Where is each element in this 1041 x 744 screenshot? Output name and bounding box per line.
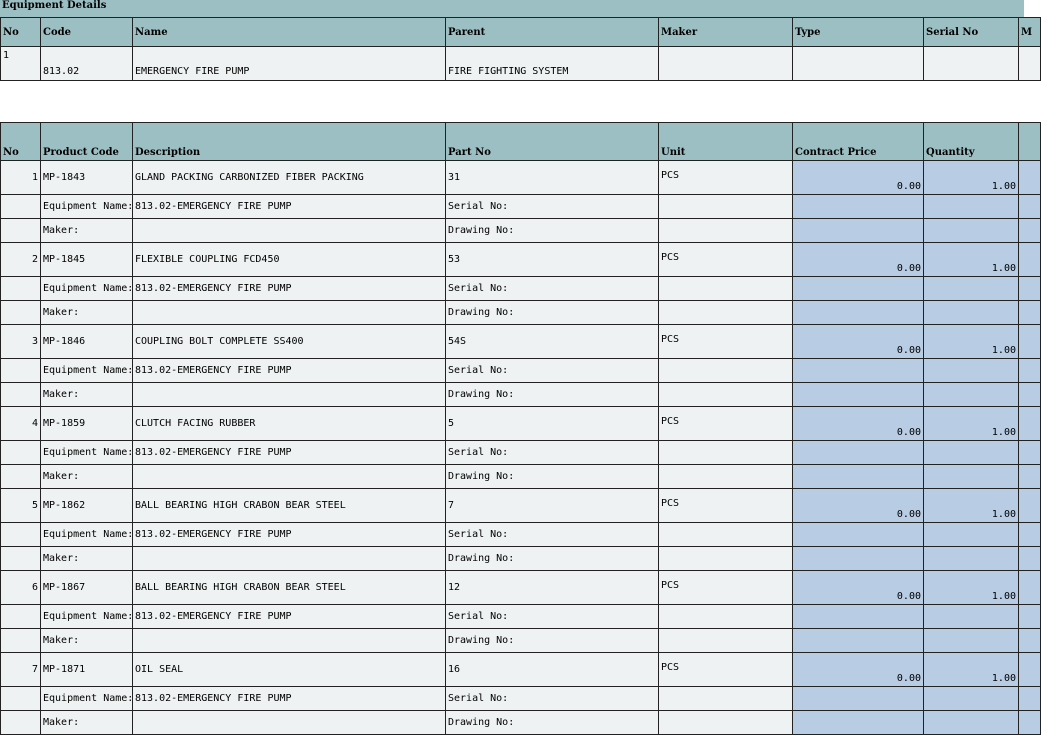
col-header-unit: Unit bbox=[659, 123, 793, 161]
col-header-description: Description bbox=[133, 123, 446, 161]
maker-value bbox=[133, 629, 446, 653]
maker-label: Maker: bbox=[41, 383, 133, 407]
unit: PCS bbox=[659, 243, 793, 277]
extra-cell[interactable] bbox=[1019, 325, 1041, 359]
equipment-maker bbox=[659, 47, 793, 81]
serial-no-label: Serial No: bbox=[446, 195, 659, 219]
maker-label: Maker: bbox=[41, 465, 133, 489]
equipment-code: 813.02 bbox=[41, 47, 133, 81]
equipment-name-label: Equipment Name: bbox=[41, 359, 133, 383]
col-header-no: No bbox=[1, 18, 41, 47]
drawing-no-label: Drawing No: bbox=[446, 219, 659, 243]
maker-value bbox=[133, 301, 446, 325]
empty-cell bbox=[1, 359, 41, 383]
contract-price-cell[interactable]: 0.00 bbox=[793, 407, 924, 441]
extra-cell[interactable] bbox=[1019, 571, 1041, 605]
extra-sub-cell bbox=[1019, 711, 1041, 735]
maker-value bbox=[133, 465, 446, 489]
extra-cell[interactable] bbox=[1019, 653, 1041, 687]
drawing-no-label: Drawing No: bbox=[446, 383, 659, 407]
quantity-sub-cell bbox=[924, 359, 1019, 383]
extra-sub-cell bbox=[1019, 629, 1041, 653]
part-no: 12 bbox=[446, 571, 659, 605]
unit: PCS bbox=[659, 407, 793, 441]
contract-price-cell[interactable]: 0.00 bbox=[793, 325, 924, 359]
quantity-sub-cell bbox=[924, 711, 1019, 735]
col-header-maker: Maker bbox=[659, 18, 793, 47]
drawing-no-label: Drawing No: bbox=[446, 301, 659, 325]
table-row bbox=[1, 277, 1041, 301]
empty-cell bbox=[1, 219, 41, 243]
price-sub-cell bbox=[793, 465, 924, 489]
equipment-name-value: 813.02-EMERGENCY FIRE PUMP bbox=[133, 605, 446, 629]
drawing-no-label: Drawing No: bbox=[446, 711, 659, 735]
empty-cell bbox=[1, 441, 41, 465]
table-row[interactable] bbox=[1, 489, 1041, 523]
equipment-header-row bbox=[1, 18, 1041, 47]
table-row bbox=[1, 465, 1041, 489]
empty-cell bbox=[1, 711, 41, 735]
price-sub-cell bbox=[793, 687, 924, 711]
quantity-sub-cell bbox=[924, 301, 1019, 325]
quantity-cell[interactable]: 1.00 bbox=[924, 325, 1019, 359]
empty-cell bbox=[659, 219, 793, 243]
maker-label: Maker: bbox=[41, 301, 133, 325]
serial-no-label: Serial No: bbox=[446, 277, 659, 301]
quantity-sub-cell bbox=[924, 687, 1019, 711]
col-header-no: No bbox=[1, 123, 41, 161]
parts-table bbox=[0, 122, 1041, 735]
quantity-sub-cell bbox=[924, 547, 1019, 571]
equipment-parent: FIRE FIGHTING SYSTEM bbox=[446, 47, 659, 81]
maker-label: Maker: bbox=[41, 547, 133, 571]
col-header-quantity: Quantity bbox=[924, 123, 1019, 161]
empty-cell bbox=[659, 195, 793, 219]
quantity-cell[interactable]: 1.00 bbox=[924, 571, 1019, 605]
maker-value bbox=[133, 383, 446, 407]
empty-cell bbox=[1, 383, 41, 407]
extra-sub-cell bbox=[1019, 441, 1041, 465]
serial-no-label: Serial No: bbox=[446, 523, 659, 547]
description: FLEXIBLE COUPLING FCD450 bbox=[133, 243, 446, 277]
extra-sub-cell bbox=[1019, 195, 1041, 219]
empty-cell bbox=[1, 629, 41, 653]
item-no: 3 bbox=[1, 325, 41, 359]
quantity-sub-cell bbox=[924, 219, 1019, 243]
unit: PCS bbox=[659, 325, 793, 359]
product-code: MP-1845 bbox=[41, 243, 133, 277]
part-no: 53 bbox=[446, 243, 659, 277]
drawing-no-label: Drawing No: bbox=[446, 629, 659, 653]
empty-cell bbox=[659, 547, 793, 571]
serial-no-label: Serial No: bbox=[446, 605, 659, 629]
extra-sub-cell bbox=[1019, 465, 1041, 489]
col-header-contract-price: Contract Price bbox=[793, 123, 924, 161]
extra-sub-cell bbox=[1019, 523, 1041, 547]
maker-label: Maker: bbox=[41, 219, 133, 243]
empty-cell bbox=[659, 383, 793, 407]
price-sub-cell bbox=[793, 441, 924, 465]
extra-sub-cell bbox=[1019, 301, 1041, 325]
product-code: MP-1867 bbox=[41, 571, 133, 605]
extra-cell[interactable] bbox=[1019, 489, 1041, 523]
equipment-m bbox=[1019, 47, 1041, 81]
serial-no-label: Serial No: bbox=[446, 359, 659, 383]
empty-cell bbox=[659, 711, 793, 735]
product-code: MP-1871 bbox=[41, 653, 133, 687]
empty-cell bbox=[659, 523, 793, 547]
part-no: 7 bbox=[446, 489, 659, 523]
empty-cell bbox=[1, 547, 41, 571]
equipment-name-value: 813.02-EMERGENCY FIRE PUMP bbox=[133, 195, 446, 219]
equipment-name-value: 813.02-EMERGENCY FIRE PUMP bbox=[133, 523, 446, 547]
equipment-name-label: Equipment Name: bbox=[41, 277, 133, 301]
quantity-sub-cell bbox=[924, 277, 1019, 301]
empty-cell bbox=[1, 523, 41, 547]
col-header-parent: Parent bbox=[446, 18, 659, 47]
equipment-name-value: 813.02-EMERGENCY FIRE PUMP bbox=[133, 359, 446, 383]
contract-price-cell[interactable]: 0.00 bbox=[793, 653, 924, 687]
description: BALL BEARING HIGH CRABON BEAR STEEL bbox=[133, 571, 446, 605]
drawing-no-label: Drawing No: bbox=[446, 465, 659, 489]
table-row bbox=[1, 301, 1041, 325]
empty-cell bbox=[659, 359, 793, 383]
extra-cell[interactable] bbox=[1019, 407, 1041, 441]
quantity-cell[interactable]: 1.00 bbox=[924, 243, 1019, 277]
equipment-name-label: Equipment Name: bbox=[41, 441, 133, 465]
item-no: 7 bbox=[1, 653, 41, 687]
quantity-sub-cell bbox=[924, 383, 1019, 407]
empty-cell bbox=[1, 465, 41, 489]
maker-value bbox=[133, 547, 446, 571]
table-row[interactable] bbox=[1, 325, 1041, 359]
table-row bbox=[1, 687, 1041, 711]
col-header-product-code: Product Code bbox=[41, 123, 133, 161]
extra-sub-cell bbox=[1019, 219, 1041, 243]
col-header-name: Name bbox=[133, 18, 446, 47]
unit: PCS bbox=[659, 653, 793, 687]
price-sub-cell bbox=[793, 547, 924, 571]
equipment-table bbox=[0, 17, 1041, 81]
unit: PCS bbox=[659, 571, 793, 605]
empty-cell bbox=[1, 605, 41, 629]
equipment-type bbox=[793, 47, 924, 81]
price-sub-cell bbox=[793, 359, 924, 383]
product-code: MP-1843 bbox=[41, 161, 133, 195]
equipment-name-label: Equipment Name: bbox=[41, 687, 133, 711]
contract-price-cell[interactable]: 0.00 bbox=[793, 489, 924, 523]
part-no: 54S bbox=[446, 325, 659, 359]
quantity-sub-cell bbox=[924, 195, 1019, 219]
price-sub-cell bbox=[793, 219, 924, 243]
table-row[interactable] bbox=[1, 571, 1041, 605]
equipment-name-label: Equipment Name: bbox=[41, 523, 133, 547]
drawing-no-label: Drawing No: bbox=[446, 547, 659, 571]
empty-cell bbox=[1, 687, 41, 711]
equipment-name: EMERGENCY FIRE PUMP bbox=[133, 47, 446, 81]
empty-cell bbox=[1, 301, 41, 325]
col-header-serial-no: Serial No bbox=[924, 18, 1019, 47]
table-row bbox=[1, 195, 1041, 219]
part-no: 16 bbox=[446, 653, 659, 687]
quantity-sub-cell bbox=[924, 523, 1019, 547]
table-row bbox=[1, 441, 1041, 465]
empty-cell bbox=[659, 465, 793, 489]
empty-cell bbox=[659, 687, 793, 711]
serial-no-label: Serial No: bbox=[446, 441, 659, 465]
empty-cell bbox=[659, 301, 793, 325]
item-no: 2 bbox=[1, 243, 41, 277]
price-sub-cell bbox=[793, 711, 924, 735]
product-code: MP-1859 bbox=[41, 407, 133, 441]
quantity-cell[interactable]: 1.00 bbox=[924, 407, 1019, 441]
unit: PCS bbox=[659, 161, 793, 195]
part-no: 5 bbox=[446, 407, 659, 441]
product-code: MP-1862 bbox=[41, 489, 133, 523]
quantity-cell[interactable]: 1.00 bbox=[924, 653, 1019, 687]
part-no: 31 bbox=[446, 161, 659, 195]
col-header-type: Type bbox=[793, 18, 924, 47]
price-sub-cell bbox=[793, 523, 924, 547]
item-no: 5 bbox=[1, 489, 41, 523]
empty-cell bbox=[659, 277, 793, 301]
description: GLAND PACKING CARBONIZED FIBER PACKING bbox=[133, 161, 446, 195]
col-header-code: Code bbox=[41, 18, 133, 47]
table-row bbox=[1, 711, 1041, 735]
table-row bbox=[1, 547, 1041, 571]
table-row bbox=[1, 629, 1041, 653]
extra-sub-cell bbox=[1019, 359, 1041, 383]
contract-price-cell[interactable]: 0.00 bbox=[793, 161, 924, 195]
price-sub-cell bbox=[793, 195, 924, 219]
extra-sub-cell bbox=[1019, 687, 1041, 711]
quantity-sub-cell bbox=[924, 605, 1019, 629]
item-no: 4 bbox=[1, 407, 41, 441]
maker-value bbox=[133, 219, 446, 243]
maker-label: Maker: bbox=[41, 711, 133, 735]
product-code: MP-1846 bbox=[41, 325, 133, 359]
quantity-cell[interactable]: 1.00 bbox=[924, 161, 1019, 195]
col-header-part-no: Part No bbox=[446, 123, 659, 161]
quantity-sub-cell bbox=[924, 465, 1019, 489]
maker-value bbox=[133, 711, 446, 735]
equipment-no: 1 bbox=[1, 47, 41, 81]
table-row[interactable] bbox=[1, 47, 1041, 81]
contract-price-cell[interactable]: 0.00 bbox=[793, 243, 924, 277]
extra-sub-cell bbox=[1019, 605, 1041, 629]
table-row bbox=[1, 523, 1041, 547]
item-no: 1 bbox=[1, 161, 41, 195]
equipment-name-value: 813.02-EMERGENCY FIRE PUMP bbox=[133, 687, 446, 711]
col-header-extra bbox=[1019, 123, 1041, 161]
empty-cell bbox=[1, 195, 41, 219]
description: CLUTCH FACING RUBBER bbox=[133, 407, 446, 441]
table-row[interactable] bbox=[1, 161, 1041, 195]
extra-cell[interactable] bbox=[1019, 243, 1041, 277]
maker-label: Maker: bbox=[41, 629, 133, 653]
parts-header-row bbox=[1, 123, 1041, 161]
empty-cell bbox=[659, 605, 793, 629]
empty-cell bbox=[659, 629, 793, 653]
equipment-name-label: Equipment Name: bbox=[41, 195, 133, 219]
extra-cell[interactable] bbox=[1019, 161, 1041, 195]
section-title: Equipment Details bbox=[0, 0, 1024, 17]
table-row bbox=[1, 383, 1041, 407]
equipment-name-value: 813.02-EMERGENCY FIRE PUMP bbox=[133, 441, 446, 465]
description: BALL BEARING HIGH CRABON BEAR STEEL bbox=[133, 489, 446, 523]
equipment-serial bbox=[924, 47, 1019, 81]
description: COUPLING BOLT COMPLETE SS400 bbox=[133, 325, 446, 359]
table-row bbox=[1, 359, 1041, 383]
table-row[interactable] bbox=[1, 407, 1041, 441]
price-sub-cell bbox=[793, 629, 924, 653]
price-sub-cell bbox=[793, 301, 924, 325]
quantity-cell[interactable]: 1.00 bbox=[924, 489, 1019, 523]
price-sub-cell bbox=[793, 383, 924, 407]
unit: PCS bbox=[659, 489, 793, 523]
quantity-sub-cell bbox=[924, 441, 1019, 465]
table-row[interactable] bbox=[1, 243, 1041, 277]
quantity-sub-cell bbox=[924, 629, 1019, 653]
table-row[interactable] bbox=[1, 653, 1041, 687]
equipment-name-value: 813.02-EMERGENCY FIRE PUMP bbox=[133, 277, 446, 301]
extra-sub-cell bbox=[1019, 547, 1041, 571]
price-sub-cell bbox=[793, 277, 924, 301]
empty-cell bbox=[1, 277, 41, 301]
price-sub-cell bbox=[793, 605, 924, 629]
table-row bbox=[1, 219, 1041, 243]
item-no: 6 bbox=[1, 571, 41, 605]
col-header-m: M bbox=[1019, 18, 1041, 47]
description: OIL SEAL bbox=[133, 653, 446, 687]
table-row bbox=[1, 605, 1041, 629]
contract-price-cell[interactable]: 0.00 bbox=[793, 571, 924, 605]
empty-cell bbox=[659, 441, 793, 465]
equipment-name-label: Equipment Name: bbox=[41, 605, 133, 629]
extra-sub-cell bbox=[1019, 383, 1041, 407]
extra-sub-cell bbox=[1019, 277, 1041, 301]
serial-no-label: Serial No: bbox=[446, 687, 659, 711]
